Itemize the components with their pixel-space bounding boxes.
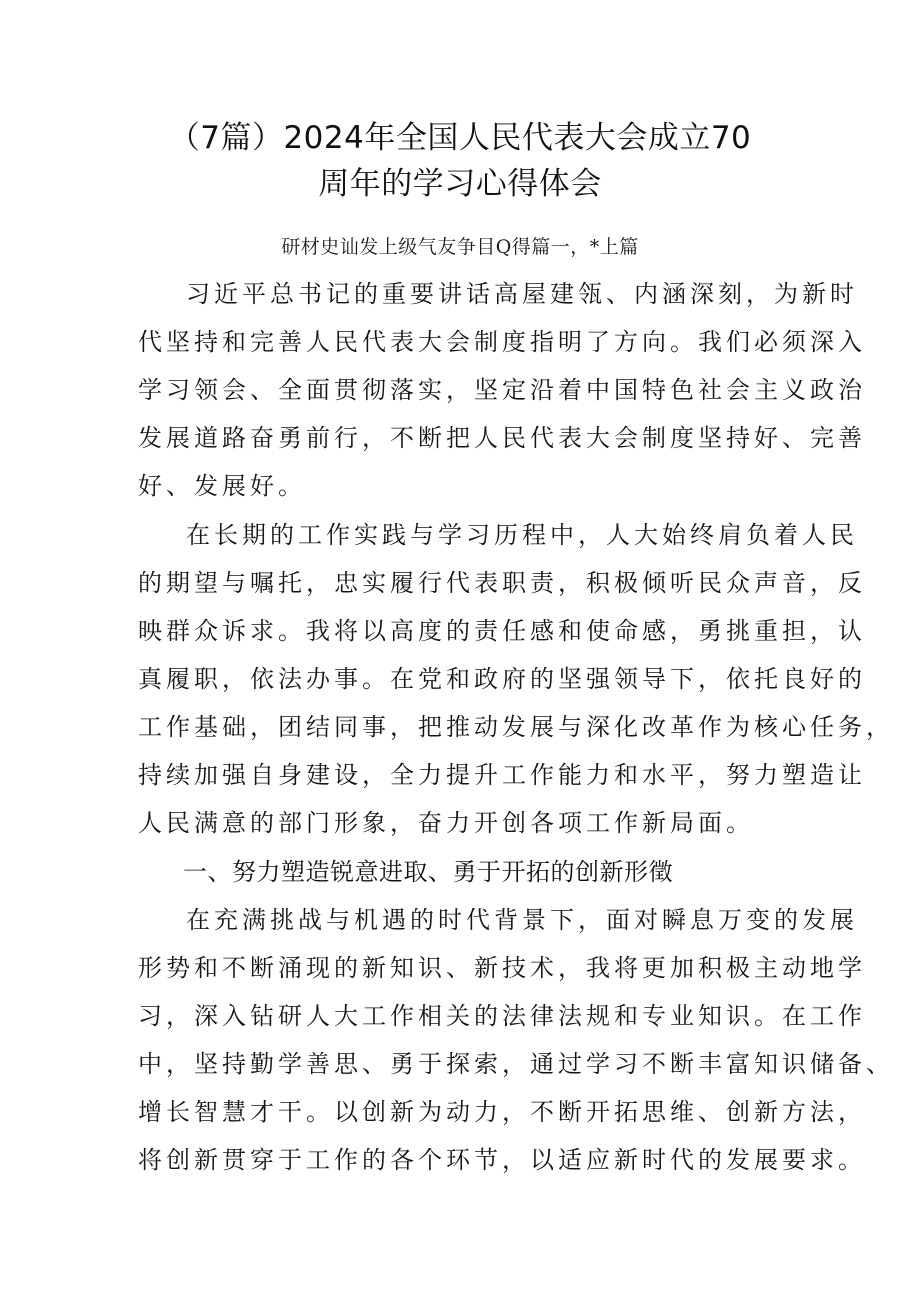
paragraph-2-line-6: 持续加强自身建设，全力提升工作能力和水平，努力塑造让 (138, 761, 866, 789)
paragraph-3-line-2: 形势和不断涌现的新知识、新技术，我将更加积极主动地学 (138, 954, 866, 982)
paragraph-3-line-6: 将创新贯穿于工作的各个环节，以适应新时代的发展要求。 (138, 1146, 866, 1174)
paragraph-3-line-3: 习，深入钻研人大工作相关的法律法规和专业知识。在工作 (138, 1002, 866, 1030)
paragraph-3-line-1: 在充满挑战与机遇的时代背景下，面对瞬息万变的发展 (186, 906, 858, 934)
document-title-line-1: （7篇）2024年全国人民代表大会成立70 (168, 120, 752, 156)
paragraph-2-line-1: 在长期的工作实践与学习历程中，人大始终肩负着人民 (186, 521, 858, 549)
paragraph-2-line-7: 人民满意的部门形象，奋力开创各项工作新局面。 (138, 809, 754, 837)
paragraph-1-line-5: 好、发展好。 (138, 472, 306, 500)
document-title-line-2: 周年的学习心得体会 (318, 166, 602, 202)
paragraph-1-line-4: 发展道路奋勇前行，不断把人民代表大会制度坚持好、完善 (138, 424, 866, 452)
paragraph-1-line-1: 习近平总书记的重要讲话高屋建瓴、内涵深刻，为新时 (186, 280, 858, 308)
paragraph-1-line-3: 学习领会、全面贯彻落实，坚定沿着中国特色社会主义政治 (138, 376, 866, 404)
paragraph-2-line-4: 真履职，依法办事。在党和政府的坚强领导下，依托良好的 (138, 665, 866, 693)
document-subtitle: 研材史讪发上级气友争目Q得篇一，*上篇 (281, 236, 639, 258)
paragraph-2-line-5: 工作基础，团结同事，把推动发展与深化改革作为核心任务， (138, 713, 894, 741)
paragraph-1-line-2: 代坚持和完善人民代表大会制度指明了方向。我们必须深入 (138, 328, 866, 356)
paragraph-2-line-2: 的期望与嘱托，忠实履行代表职责，积极倾听民众声音，反 (138, 569, 866, 597)
paragraph-2-line-3: 映群众诉求。我将以高度的责任感和使命感，勇挑重担，认 (138, 617, 866, 645)
section-heading-1: 一、努力塑造锐意进取、勇于开拓的创新形徵 (183, 858, 673, 886)
paragraph-3-line-4: 中，坚持勤学善思、勇于探索，通过学习不断丰富知识储备、 (138, 1050, 894, 1078)
paragraph-3-line-5: 增长智慧才干。以创新为动力，不断开拓思维、创新方法， (138, 1098, 866, 1126)
